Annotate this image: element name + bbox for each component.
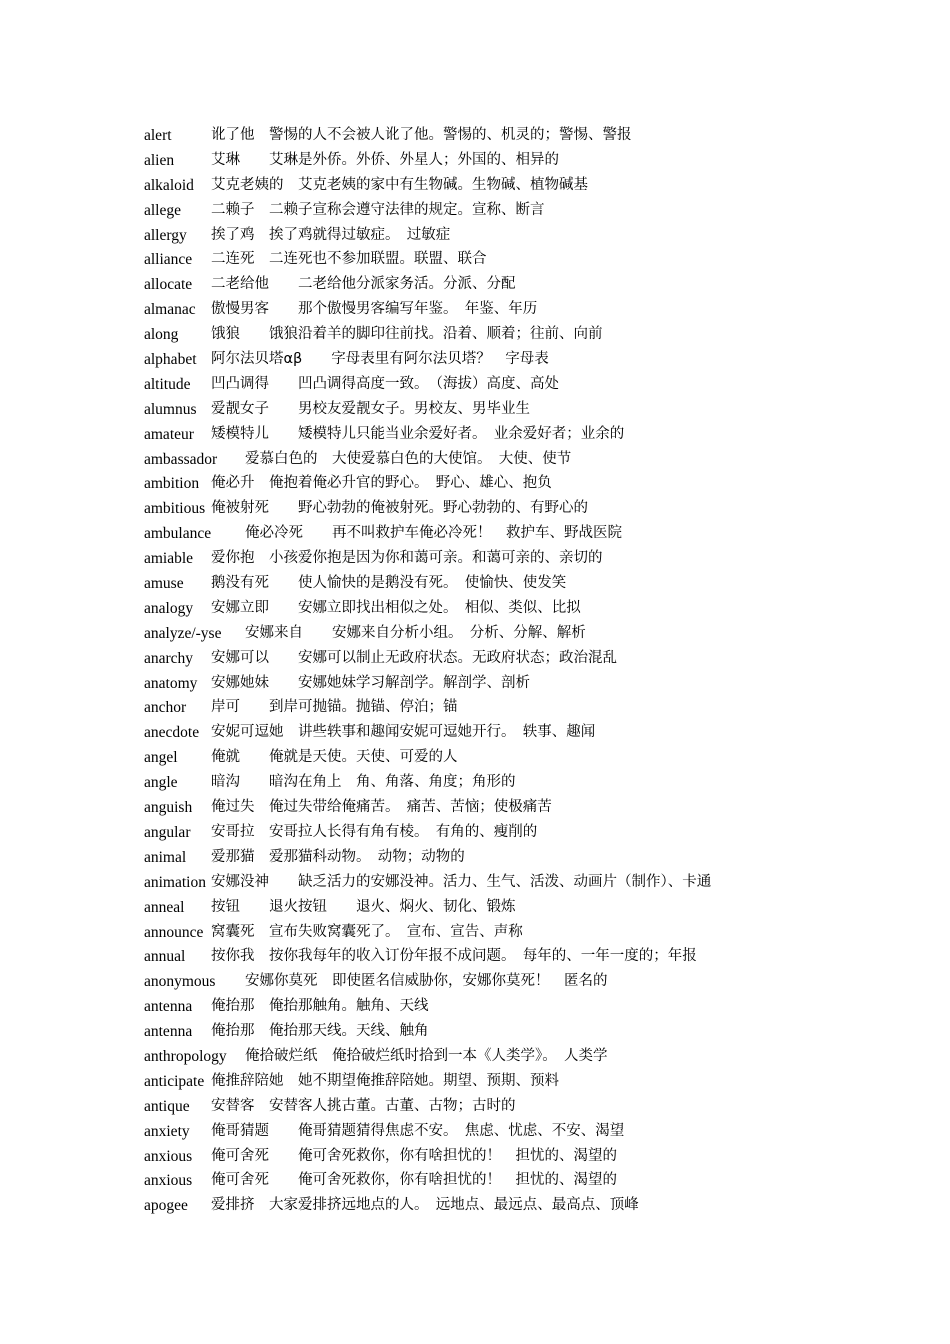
vocab-entry [144, 820, 844, 845]
entry-definition: 挨了鸡 挨了鸡就得过敏症。 过敏症 [211, 226, 451, 243]
vocab-entry [144, 944, 844, 969]
entry-definition: 爱慕白色的 大使爱慕白色的大使馆。 大使、使节 [245, 450, 572, 467]
entry-definition: 安娜立即 安娜立即找出相似之处。 相似、类似、比拟 [211, 599, 581, 616]
entry-word: analyze/-yse [144, 624, 222, 642]
entry-definition: 安娜你莫死 即使匿名信威胁你，安娜你莫死！ 匿名的 [245, 973, 608, 990]
entry-word: amuse [144, 575, 184, 593]
entry-word: anarchy [144, 649, 194, 667]
entry-definition: 鹅没有死 使人愉快的是鹅没有死。 使愉快、使发笑 [211, 575, 567, 592]
vocab-entry [144, 1193, 844, 1218]
vocab-entry [144, 770, 844, 795]
vocab-entry [144, 720, 844, 745]
entry-word: altitude [144, 375, 191, 393]
entry-definition: 二老给他 二老给他分派家务活。分派、分配 [211, 276, 516, 293]
entry-definition: 俺哥猜题 俺哥猜题猜得焦虑不安。 焦虑、忧虑、不安、渴望 [211, 1122, 625, 1139]
entry-word: alien [144, 151, 175, 169]
vocab-entry [144, 596, 844, 621]
entry-word: anecdote [144, 724, 200, 742]
vocab-entry [144, 198, 844, 223]
vocab-entry [144, 471, 844, 496]
vocab-entry [144, 920, 844, 945]
vocab-entry [144, 297, 844, 322]
entry-definition: 二连死 二连死也不参加联盟。联盟、联合 [211, 251, 487, 268]
entry-definition: 艾琳 艾琳是外侨。外侨、外星人；外国的、相异的 [211, 151, 559, 168]
entry-word: alert [144, 127, 172, 144]
entry-word: anthropology [144, 1047, 227, 1065]
vocabulary-list [144, 123, 844, 1218]
entry-word: annual [144, 948, 186, 966]
entry-word: antenna [144, 1023, 193, 1041]
vocab-entry [144, 745, 844, 770]
vocab-entry [144, 521, 844, 546]
entry-definition: 俺可舍死 俺可舍死救你，你有啥担忧的！ 担忧的、渴望的 [211, 1147, 617, 1164]
entry-word: alliance [144, 251, 193, 269]
entry-word: alkaloid [144, 176, 194, 194]
entry-definition: 爱排挤 大家爱排挤远地点的人。 远地点、最远点、最高点、顶峰 [211, 1197, 639, 1214]
entry-word: amiable [144, 550, 194, 568]
entry-definition: 傲慢男客 那个傲慢男客编写年鉴。 年鉴、年历 [211, 301, 538, 318]
entry-definition: 俺必升 俺抱着俺必升官的野心。 野心、雄心、抱负 [211, 475, 552, 492]
vocab-entry [144, 1019, 844, 1044]
vocab-entry [144, 1168, 844, 1193]
entry-definition: 俺必冷死 再不叫救护车俺必冷死！ 救护车、野战医院 [245, 525, 622, 542]
vocab-entry [144, 969, 844, 994]
vocab-entry [144, 1144, 844, 1169]
vocab-entry [144, 671, 844, 696]
entry-definition: 俺抬那 俺抬那触角。触角、天线 [211, 998, 429, 1015]
entry-word: anonymous [144, 973, 216, 991]
entry-word: angel [144, 749, 178, 767]
vocab-entry [144, 646, 844, 671]
entry-definition: 俺过失 俺过失带给俺痛苦。 痛苦、苦恼；使极痛苦 [211, 799, 552, 816]
entry-word: anxious [144, 1147, 193, 1165]
entry-definition: 爱靓女子 男校友爱靓女子。男校友、男毕业生 [211, 400, 530, 417]
vocab-entry [144, 621, 844, 646]
vocab-entry [144, 272, 844, 297]
vocab-entry [144, 571, 844, 596]
vocab-entry [144, 397, 844, 422]
entry-definition: 饿狼 饿狼沿着羊的脚印往前找。沿着、顺着；往前、向前 [211, 326, 603, 343]
entry-word: anchor [144, 699, 187, 717]
entry-word: angular [144, 823, 191, 841]
entry-definition: 俺可舍死 俺可舍死救你，你有啥担忧的！ 担忧的、渴望的 [211, 1172, 617, 1189]
entry-definition: 凹凸调得 凹凸调得高度一致。 （海拔）高度、高处 [211, 375, 559, 392]
vocab-entry [144, 496, 844, 521]
entry-word: anxious [144, 1172, 193, 1190]
vocab-entry [144, 870, 844, 895]
entry-word: anxiety [144, 1122, 190, 1140]
entry-definition: 安哥拉 安哥拉人长得有角有棱。 有角的、瘦削的 [211, 823, 538, 840]
vocab-entry [144, 1119, 844, 1144]
vocab-entry [144, 546, 844, 571]
entry-word: amateur [144, 425, 194, 443]
entry-definition: 矮模特儿 矮模特儿只能当业余爱好者。 业余爱好者；业余的 [211, 425, 625, 442]
vocab-entry [144, 173, 844, 198]
vocab-entry [144, 994, 844, 1019]
entry-definition: 窝囊死 宣布失败窝囊死了。 宣布、宣告、声称 [211, 923, 523, 940]
entry-definition: 按钮 退火按钮 退火、焖火、韧化、锻炼 [211, 898, 516, 915]
entry-definition: 按你我 按你我每年的收入订份年报不成问题。 每年的、一年一度的；年报 [211, 948, 697, 965]
entry-definition: 安娜可以 安娜可以制止无政府状态。无政府状态；政治混乱 [211, 649, 617, 666]
entry-word: almanac [144, 301, 196, 319]
vocab-entry [144, 322, 844, 347]
entry-word: ambassador [144, 450, 218, 468]
entry-definition: 俺推辞陪她 她不期望俺推辞陪她。期望、预期、预料 [211, 1072, 559, 1089]
entry-word: animal [144, 848, 187, 866]
entry-word: antenna [144, 998, 193, 1016]
vocab-entry [144, 1069, 844, 1094]
entry-definition: 俺抬那 俺抬那天线。天线、触角 [211, 1023, 429, 1040]
entry-definition: 爱你抱 小孩爱你抱是因为你和蔼可亲。和蔼可亲的、亲切的 [211, 550, 603, 567]
entry-definition: 二赖子 二赖子宣称会遵守法律的规定。宣称、断言 [211, 201, 545, 218]
entry-word: animation [144, 873, 206, 891]
entry-word: angle [144, 774, 178, 792]
entry-definition: 安替客 安替客人挑古董。古董、古物；古时的 [211, 1097, 516, 1114]
entry-word: analogy [144, 599, 194, 617]
entry-word: alumnus [144, 400, 197, 418]
entry-definition: 暗沟 暗沟在角上 角、角落、角度；角形的 [211, 774, 516, 791]
vocab-entry [144, 1044, 844, 1069]
vocab-entry [144, 247, 844, 272]
entry-definition: 阿尔法贝塔αβ 字母表里有阿尔法贝塔？ 字母表 [211, 351, 549, 368]
vocab-entry [144, 123, 844, 148]
entry-definition: 艾克老姨的 艾克老姨的家中有生物碱。生物碱、植物碱基 [211, 176, 588, 193]
vocab-entry [144, 223, 844, 248]
entry-word: ambulance [144, 525, 212, 543]
entry-word: allege [144, 201, 182, 219]
vocab-entry [144, 695, 844, 720]
entry-word: anatomy [144, 674, 198, 692]
vocab-entry [144, 372, 844, 397]
entry-word: allocate [144, 276, 193, 294]
entry-word: anticipate [144, 1072, 205, 1090]
vocab-entry [144, 148, 844, 173]
entry-word: apogee [144, 1197, 188, 1215]
vocab-entry [144, 1094, 844, 1119]
entry-definition: 安娜来自 安娜来自分析小组。 分析、分解、解析 [245, 624, 586, 641]
entry-definition: 爱那猫 爱那猫科动物。 动物；动物的 [211, 848, 465, 865]
vocab-entry [144, 845, 844, 870]
entry-definition: 安娜没神 缺乏活力的安娜没神。活力、生气、活泼、动画片（制作）、卡通 [211, 873, 712, 890]
entry-definition: 安妮可逗她 讲些轶事和趣闻安妮可逗她开行。 轶事、趣闻 [211, 724, 596, 741]
entry-definition: 安娜她妹 安娜她妹学习解剖学。解剖学、剖析 [211, 674, 530, 691]
entry-word: allergy [144, 226, 187, 244]
entry-word: ambition [144, 475, 200, 493]
vocab-entry [144, 895, 844, 920]
entry-definition: 讹了他 警惕的人不会被人讹了他。警惕的、机灵的；警惕、警报 [211, 127, 632, 143]
entry-definition: 俺被射死 野心勃勃的俺被射死。野心勃勃的、有野心的 [211, 500, 588, 517]
vocab-entry [144, 422, 844, 447]
entry-word: ambitious [144, 500, 206, 518]
entry-definition: 俺拾破烂纸 俺拾破烂纸时拾到一本《人类学》。 人类学 [245, 1047, 608, 1064]
entry-definition: 岸可 到岸可抛锚。抛锚、停泊；锚 [211, 699, 458, 716]
entry-word: anguish [144, 799, 193, 817]
vocab-entry [144, 347, 844, 372]
vocab-entry [144, 447, 844, 472]
entry-word: along [144, 326, 179, 344]
entry-word: alphabet [144, 351, 197, 369]
entry-word: antique [144, 1097, 190, 1115]
entry-word: announce [144, 923, 204, 941]
entry-definition: 俺就 俺就是天使。天使、可爱的人 [211, 749, 458, 766]
vocab-entry [144, 795, 844, 820]
entry-word: anneal [144, 898, 185, 916]
